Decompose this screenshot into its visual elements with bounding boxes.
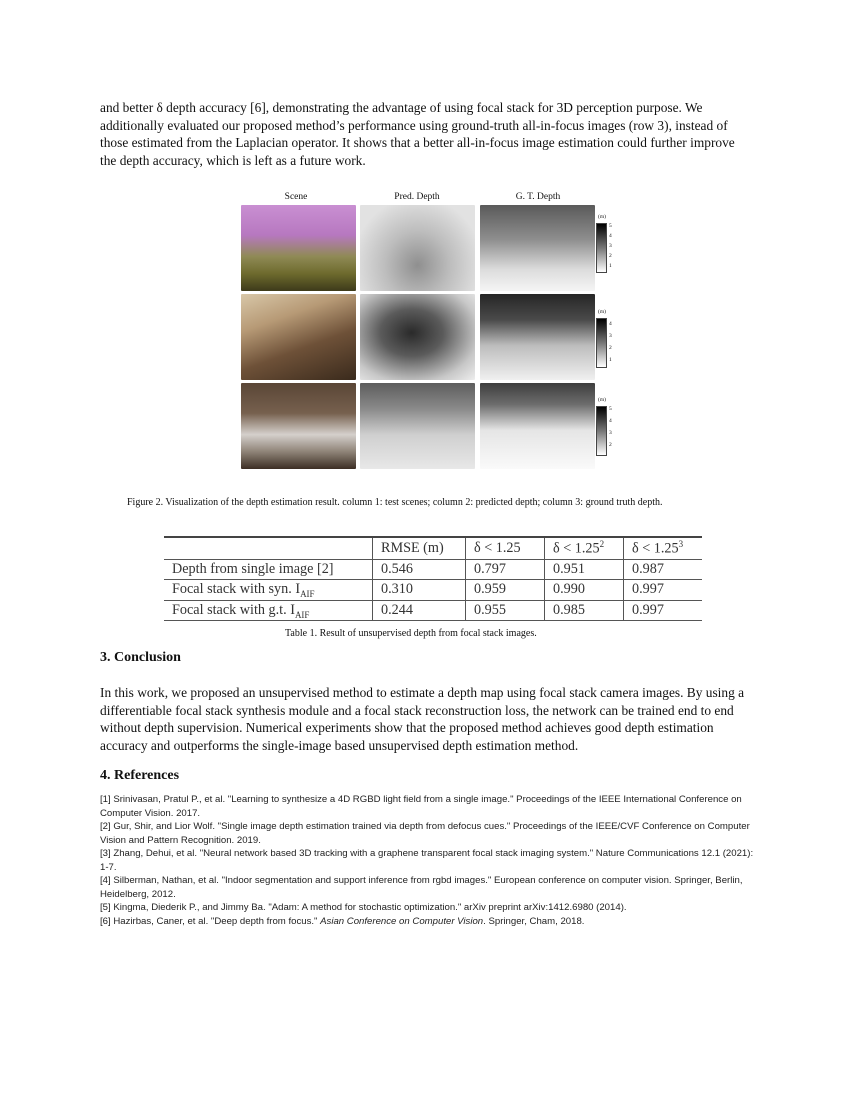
gt-depth-image-row-1 xyxy=(480,205,595,291)
table-header-delta-3: $\delta < 1.25^3$ xyxy=(624,537,703,559)
scene-image-row-1 xyxy=(241,205,356,291)
table-header-delta-2: $\delta < 1.25^2$ xyxy=(545,537,624,559)
colorbar-tick: 2 xyxy=(609,253,612,259)
figure-caption: Figure 2. Visualization of the depth estimation result. column 1: test scenes; column 2: predicted depth; column 3: ground truth depth. xyxy=(127,497,663,508)
table-cell: 0.987 xyxy=(624,559,703,579)
column-header-pred-depth: Pred. Depth xyxy=(394,192,440,202)
table-header-empty xyxy=(164,537,373,559)
colorbar-tick: 1 xyxy=(609,263,612,269)
pred-depth-image-row-1 xyxy=(360,205,475,291)
table-cell: 0.546 xyxy=(373,559,466,579)
colorbar-tick: 2 xyxy=(609,442,612,448)
colorbar-tick: 4 xyxy=(609,233,612,239)
table-header-row xyxy=(164,537,702,559)
table-row-label: Depth from single image [2] xyxy=(164,559,373,579)
column-header-gt-depth: G. T. Depth xyxy=(515,192,561,202)
scene-image-row-2 xyxy=(241,294,356,380)
gt-depth-image-row-3 xyxy=(480,383,595,469)
depth-figure xyxy=(238,190,618,472)
pred-depth-image-row-3 xyxy=(360,383,475,469)
intro-paragraph: and better δ depth accuracy [6], demonstrating the advantage of using focal stack for 3D perception purpose. We additionally evaluated our proposed method’s performance using ground-truth all-in-focus images (row 3), instead of those estimated from the Laplacian operator. It shows that a better all-in-focus image estimation could further improve the depth accuracy, which is left as a future work. xyxy=(100,100,735,168)
table-row xyxy=(164,579,702,600)
table-row-label: Focal stack with syn. $I_{AIF}$ xyxy=(164,579,373,600)
scene-image-row-3 xyxy=(241,383,356,469)
table-cell: 0.797 xyxy=(466,559,545,579)
conclusion-heading: 3. Conclusion xyxy=(100,650,181,665)
table-header-rmse: RMSE (m) xyxy=(373,537,466,559)
reference-item: [5] Kingma, Diederik P., and Jimmy Ba. "Adam: A method for stochastic optimization." arXiv preprint arXiv:1412.6980 (2014). xyxy=(100,902,627,913)
colorbar-tick: 3 xyxy=(609,243,612,249)
colorbar-tick: 3 xyxy=(609,333,612,339)
colorbar-unit-row-1: (m) xyxy=(598,214,606,220)
table-cell: 0.951 xyxy=(545,559,624,579)
colorbar-tick: 5 xyxy=(609,406,612,412)
colorbar-tick: 5 xyxy=(609,223,612,229)
colorbar-row-2 xyxy=(596,318,607,368)
colorbar-unit-row-3: (m) xyxy=(598,397,606,403)
column-header-scene: Scene xyxy=(284,192,308,202)
conclusion-paragraph: In this work, we proposed an unsupervised method to estimate a depth map using focal stack camera images. By using a differentiable focal stack synthesis module and a focal stack reconstruction loss, the network can be trained end to end without depth supervision. Numerical experiments show that the proposed method achieves good depth estimation accuracy and outperforms the single-image based unsupervised depth estimation method. xyxy=(100,685,745,753)
pred-depth-image-row-2 xyxy=(360,294,475,380)
table-cell: 0.985 xyxy=(545,600,624,621)
reference-item: [6] Hazirbas, Caner, et al. "Deep depth from focus." Asian Conference on Computer Vision. Springer, Cham, 2018. xyxy=(100,915,585,927)
table-cell: 0.244 xyxy=(373,600,466,621)
colorbar-row-1 xyxy=(596,223,607,273)
table-row xyxy=(164,600,702,621)
colorbar-tick: 2 xyxy=(609,345,612,351)
table-caption: Table 1. Result of unsupervised depth from focal stack images. xyxy=(285,628,537,639)
references-list xyxy=(100,793,760,928)
reference-item: [2] Gur, Shir, and Lior Wolf. "Single image depth estimation trained via depth from defocus cues." Proceedings of the IEEE/CVF Conference on Computer Vision and Pattern Recognition. 2019. xyxy=(100,821,750,846)
colorbar-tick: 3 xyxy=(609,430,612,436)
table-cell: 0.997 xyxy=(624,600,703,621)
table-row-label: Focal stack with g.t. $I_{AIF}$ xyxy=(164,600,373,621)
table-cell: 0.990 xyxy=(545,579,624,600)
table-cell: 0.997 xyxy=(624,579,703,600)
results-table xyxy=(164,536,702,621)
references-heading: 4. References xyxy=(100,768,180,783)
colorbar-tick: 4 xyxy=(609,418,612,424)
table-cell: 0.310 xyxy=(373,579,466,600)
reference-item: [3] Zhang, Dehui, et al. "Neural network based 3D tracking with a graphene transparent focal stack imaging system." Nature Communications 12.1 (2021): 1-7. xyxy=(100,848,754,873)
colorbar-tick: 4 xyxy=(609,321,612,327)
gt-depth-image-row-2 xyxy=(480,294,595,380)
colorbar-unit-row-2: (m) xyxy=(598,309,606,315)
table-cell: 0.959 xyxy=(466,579,545,600)
reference-item: [4] Silberman, Nathan, et al. "Indoor segmentation and support inference from rgbd images." European conference on computer vision. Springer, Berlin, Heidelberg, 2012. xyxy=(100,875,743,900)
colorbar-tick: 1 xyxy=(609,357,612,363)
table-row xyxy=(164,559,702,579)
table-cell: 0.955 xyxy=(466,600,545,621)
table-header-delta-1: δ < 1.25 xyxy=(466,537,545,559)
reference-item: [1] Srinivasan, Pratul P., et al. "Learning to synthesize a 4D RGBD light field from a single image." Proceedings of the IEEE International Conference on Computer Vision. 2017. xyxy=(100,794,742,819)
colorbar-row-3 xyxy=(596,406,607,456)
